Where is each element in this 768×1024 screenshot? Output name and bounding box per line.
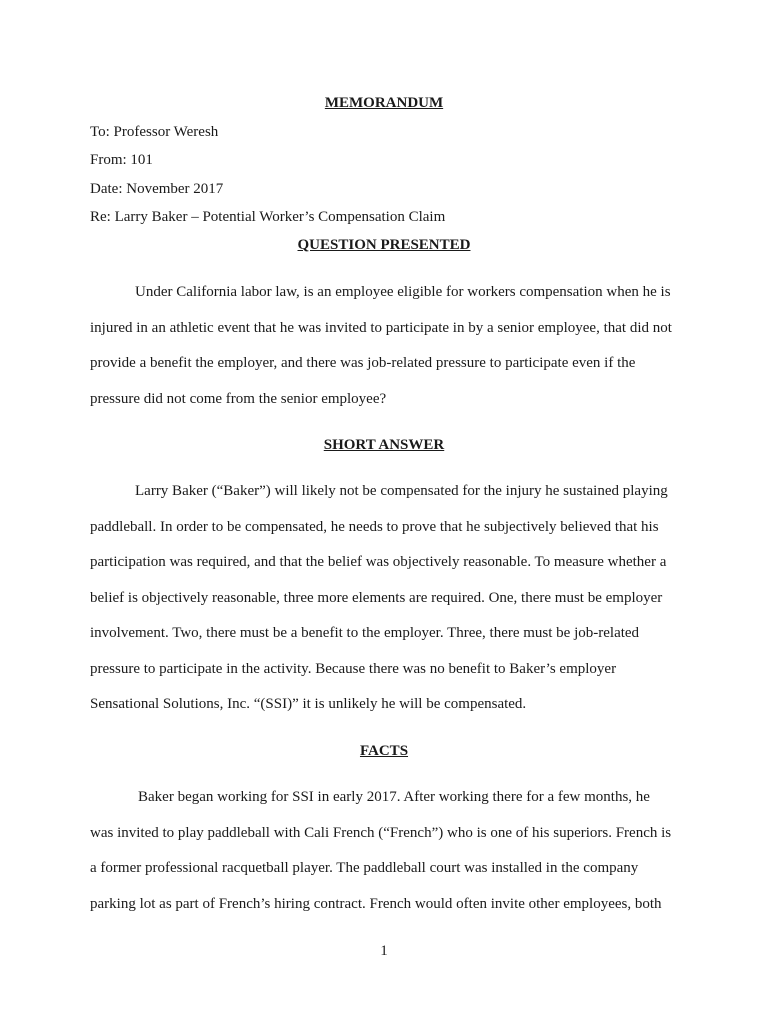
paragraph-line: pressure did not come from the senior employee? (90, 390, 387, 407)
question-presented-heading: QUESTION PRESENTED (297, 237, 471, 253)
memo-re-line: Re: Larry Baker – Potential Worker’s Compensation Claim (90, 209, 446, 225)
short-answer-heading: SHORT ANSWER (323, 437, 445, 453)
question-presented-paragraph (90, 283, 672, 425)
paragraph-line: belief is objectively reasonable, three more elements are required. One, there must be employer (90, 589, 663, 606)
short-answer-paragraph (90, 482, 668, 731)
memo-title: MEMORANDUM (324, 95, 444, 111)
paragraph-line: provide a benefit the employer, and there was job-related pressure to participate even if the (90, 355, 636, 371)
paragraph-line: Sensational Solutions, Inc. “(SSI)” it is unlikely he will be compensated. (90, 696, 527, 712)
facts-heading: FACTS (359, 743, 409, 759)
paragraph-line: was invited to play paddleball with Cali French (“French”) who is one of his superiors. French is (90, 824, 672, 841)
paragraph-line: Larry Baker (“Baker”) will likely not be compensated for the injury he sustained playing (135, 483, 668, 499)
paragraph-line: involvement. Two, there must be a benefit to the employer. Three, there must be job-related (90, 625, 640, 641)
facts-paragraph (90, 788, 671, 930)
paragraph-line: paddleball. In order to be compensated, he needs to prove that he subjectively believed that his (90, 518, 659, 535)
paragraph-line: Under California labor law, is an employee eligible for workers compensation when he is (135, 284, 671, 300)
page-number: 1 (380, 943, 388, 959)
memo-to-line: To: Professor Weresh (90, 124, 219, 140)
paragraph-line: Baker began working for SSI in early 2017. After working there for a few months, he (138, 789, 650, 805)
paragraph-line: pressure to participate in the activity. Because there was no benefit to Baker’s employer (90, 660, 617, 677)
paragraph-line: participation was required, and that the belief was objectively reasonable. To measure whether a (90, 554, 667, 570)
memo-from-line: From: 101 (90, 152, 153, 168)
paragraph-line: a former professional racquetball player. The paddleball court was installed in the company (90, 860, 639, 876)
paragraph-line: injured in an athletic event that he was invited to participate in by a senior employee, that did not (90, 319, 672, 336)
memo-date-line: Date: November 2017 (90, 181, 224, 197)
paragraph-line: parking lot as part of French’s hiring contract. French would often invite other employees, both (90, 895, 662, 912)
